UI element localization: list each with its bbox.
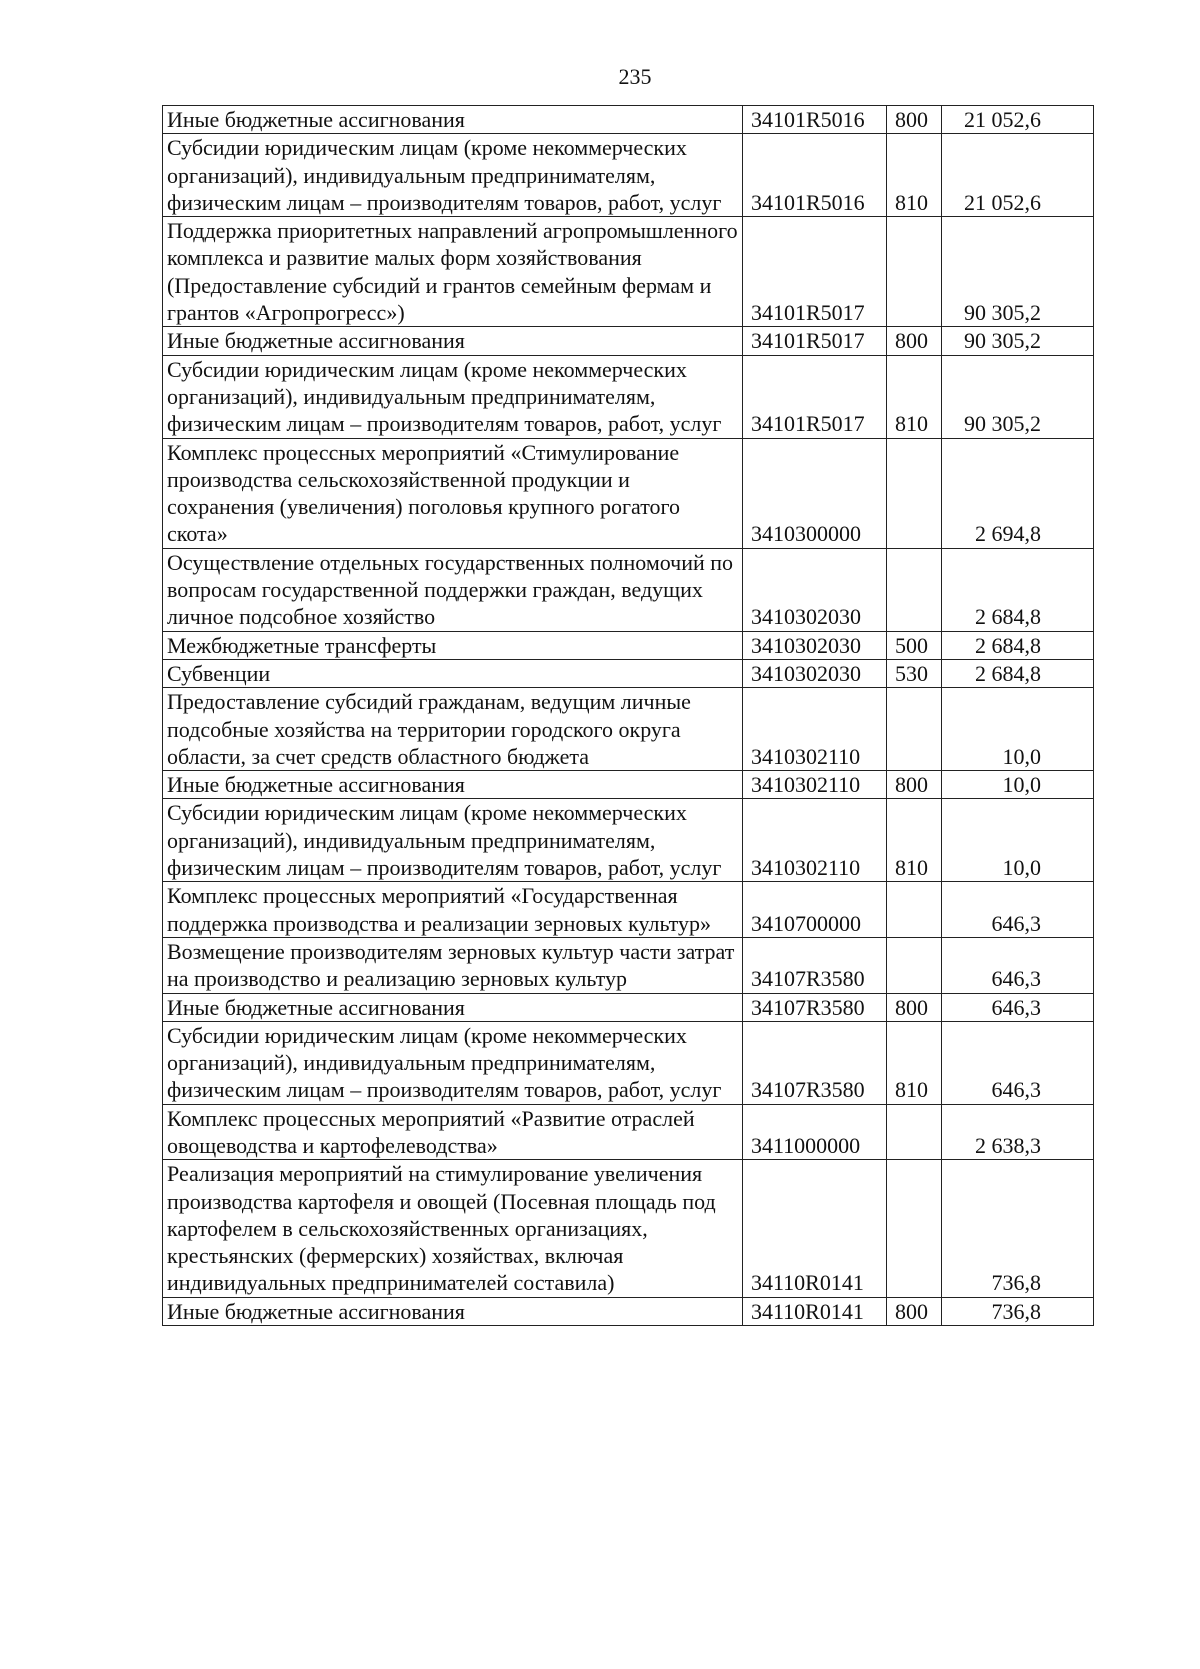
row-amount: 90 305,2	[942, 327, 1094, 355]
table-row	[163, 688, 1094, 771]
row-name: Осуществление отдельных государственных полномочий по вопросам государственной поддержки граждан, ведущих личное подсобное хозяйство	[163, 548, 743, 631]
row-expense-type: 800	[887, 106, 942, 134]
row-code: 3411000000	[743, 1104, 887, 1160]
row-expense-type	[887, 937, 942, 993]
row-name: Возмещение производителям зерновых культур части затрат на производство и реализацию зерновых культур	[163, 937, 743, 993]
row-amount: 21 052,6	[942, 106, 1094, 134]
row-code: 3410302110	[743, 688, 887, 771]
row-amount: 10,0	[942, 799, 1094, 882]
row-expense-type: 810	[887, 355, 942, 438]
table-row	[163, 993, 1094, 1021]
row-amount: 10,0	[942, 771, 1094, 799]
table-row	[163, 106, 1094, 134]
row-code: 34101R5017	[743, 217, 887, 327]
table-row	[163, 327, 1094, 355]
row-name: Комплекс процессных мероприятий «Стимулирование производства сельскохозяйственной продукции и сохранения (увеличения) поголовья крупного рогатого скота»	[163, 438, 743, 548]
row-code: 34107R3580	[743, 937, 887, 993]
table-row	[163, 355, 1094, 438]
row-amount: 2 684,8	[942, 631, 1094, 659]
row-name: Поддержка приоритетных направлений агропромышленного комплекса и развитие малых форм хозяйствования (Предоставление субсидий и грантов семейным фермам и грантов «Агропрогресс»)	[163, 217, 743, 327]
row-expense-type: 810	[887, 799, 942, 882]
row-expense-type: 500	[887, 631, 942, 659]
row-name: Субсидии юридическим лицам (кроме некоммерческих организаций), индивидуальным предпринимателям, физическим лицам – производителям товаров, работ, услуг	[163, 1021, 743, 1104]
row-name: Реализация мероприятий на стимулирование увеличения производства картофеля и овощей (Посевная площадь под картофелем в сельскохозяйственных организациях, крестьянских (фермерских) хозяйствах, включая индивидуальных предпринимателей составила)	[163, 1160, 743, 1297]
row-name: Иные бюджетные ассигнования	[163, 106, 743, 134]
row-amount: 646,3	[942, 882, 1094, 938]
row-name: Субсидии юридическим лицам (кроме некоммерческих организаций), индивидуальным предпринимателям, физическим лицам – производителям товаров, работ, услуг	[163, 355, 743, 438]
table-row	[163, 1104, 1094, 1160]
row-amount: 646,3	[942, 937, 1094, 993]
table-row	[163, 631, 1094, 659]
row-amount: 2 684,8	[942, 548, 1094, 631]
row-code: 3410302030	[743, 548, 887, 631]
table-row	[163, 134, 1094, 217]
table-row	[163, 882, 1094, 938]
row-name: Предоставление субсидий гражданам, ведущим личные подсобные хозяйства на территории городского округа области, за счет средств областного бюджета	[163, 688, 743, 771]
row-name: Субвенции	[163, 659, 743, 687]
row-amount: 21 052,6	[942, 134, 1094, 217]
row-expense-type: 800	[887, 1297, 942, 1325]
row-expense-type: 810	[887, 134, 942, 217]
row-name: Межбюджетные трансферты	[163, 631, 743, 659]
row-amount: 2 684,8	[942, 659, 1094, 687]
row-code: 34101R5016	[743, 106, 887, 134]
budget-table-body	[163, 106, 1094, 1326]
row-code: 3410302030	[743, 631, 887, 659]
row-name: Субсидии юридическим лицам (кроме некоммерческих организаций), индивидуальным предпринимателям, физическим лицам – производителям товаров, работ, услуг	[163, 134, 743, 217]
row-expense-type	[887, 217, 942, 327]
row-code: 3410700000	[743, 882, 887, 938]
row-expense-type	[887, 688, 942, 771]
row-expense-type	[887, 548, 942, 631]
row-code: 34101R5016	[743, 134, 887, 217]
table-row	[163, 548, 1094, 631]
row-code: 3410302110	[743, 799, 887, 882]
row-amount: 90 305,2	[942, 355, 1094, 438]
row-name: Иные бюджетные ассигнования	[163, 993, 743, 1021]
row-code: 34107R3580	[743, 993, 887, 1021]
table-row	[163, 438, 1094, 548]
page-number: 235	[618, 64, 652, 89]
row-amount: 10,0	[942, 688, 1094, 771]
row-code: 34101R5017	[743, 355, 887, 438]
row-code: 34101R5017	[743, 327, 887, 355]
row-amount: 646,3	[942, 1021, 1094, 1104]
row-code: 3410300000	[743, 438, 887, 548]
row-expense-type: 800	[887, 327, 942, 355]
table-row	[163, 659, 1094, 687]
row-amount: 90 305,2	[942, 217, 1094, 327]
table-row	[163, 771, 1094, 799]
table-row	[163, 1021, 1094, 1104]
row-code: 34107R3580	[743, 1021, 887, 1104]
table-row	[163, 937, 1094, 993]
table-row	[163, 1160, 1094, 1297]
table-row	[163, 217, 1094, 327]
budget-table	[162, 105, 1094, 1326]
row-name: Комплекс процессных мероприятий «Развитие отраслей овощеводства и картофелеводства»	[163, 1104, 743, 1160]
row-code: 3410302030	[743, 659, 887, 687]
row-expense-type: 810	[887, 1021, 942, 1104]
row-expense-type: 800	[887, 771, 942, 799]
table-row	[163, 1297, 1094, 1325]
row-code: 3410302110	[743, 771, 887, 799]
row-expense-type: 530	[887, 659, 942, 687]
row-name: Иные бюджетные ассигнования	[163, 771, 743, 799]
row-name: Иные бюджетные ассигнования	[163, 1297, 743, 1325]
row-amount: 736,8	[942, 1160, 1094, 1297]
row-expense-type: 800	[887, 993, 942, 1021]
row-expense-type	[887, 882, 942, 938]
row-code: 34110R0141	[743, 1297, 887, 1325]
table-row	[163, 799, 1094, 882]
row-expense-type	[887, 438, 942, 548]
row-name: Субсидии юридическим лицам (кроме некоммерческих организаций), индивидуальным предпринимателям, физическим лицам – производителям товаров, работ, услуг	[163, 799, 743, 882]
row-amount: 646,3	[942, 993, 1094, 1021]
row-amount: 2 694,8	[942, 438, 1094, 548]
row-name: Комплекс процессных мероприятий «Государственная поддержка производства и реализации зерновых культур»	[163, 882, 743, 938]
row-expense-type	[887, 1160, 942, 1297]
row-code: 34110R0141	[743, 1160, 887, 1297]
row-expense-type	[887, 1104, 942, 1160]
row-amount: 736,8	[942, 1297, 1094, 1325]
row-amount: 2 638,3	[942, 1104, 1094, 1160]
row-name: Иные бюджетные ассигнования	[163, 327, 743, 355]
